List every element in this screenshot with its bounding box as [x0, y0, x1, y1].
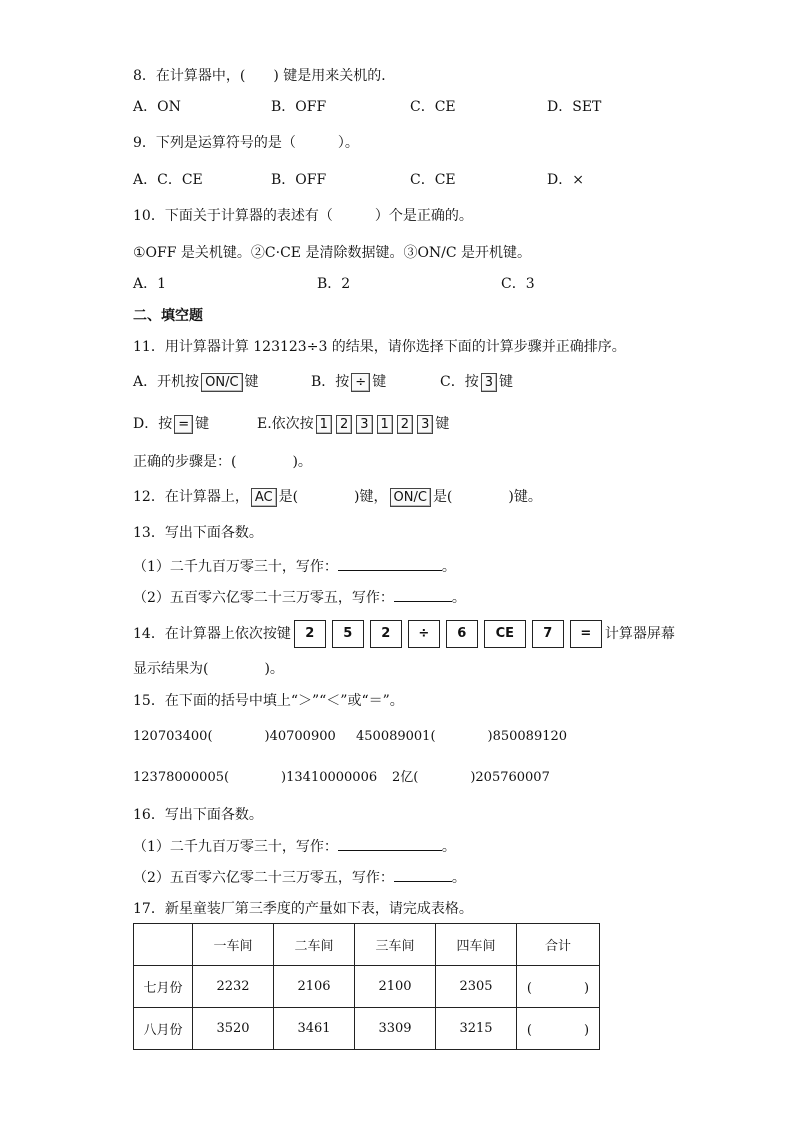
answer-blank[interactable]: [338, 836, 442, 851]
production-table: [133, 923, 600, 1050]
q16-part-1: [133, 836, 456, 857]
q11-step-b: [311, 372, 386, 392]
q13-p2-text: （2）五百零六亿零二十三万零五，写作：: [133, 590, 394, 606]
table-cell-total[interactable]: ( ): [517, 1008, 600, 1050]
digit-key: 2: [397, 415, 413, 434]
q16-p2-end: 。: [451, 870, 466, 886]
q10-stem: 10．下面关于计算器的表述有（ ）个是正确的。: [133, 208, 473, 224]
table-header: [134, 924, 193, 966]
on-c-key: ON/C: [390, 488, 431, 507]
q15-stem: 15．在下面的括号中填上“＞”“＜”或“＝”。: [133, 693, 404, 709]
q12-middle: 是( )键，: [278, 489, 388, 505]
key-7: 7: [532, 620, 564, 648]
table-cell: 3520: [193, 1008, 274, 1050]
key-5: 5: [332, 620, 364, 648]
table-cell: 3309: [355, 1008, 436, 1050]
q11-step-c: [440, 372, 513, 392]
q13-p2-end: 。: [451, 590, 466, 606]
table-header: 合计: [517, 924, 600, 966]
q9-option-c: C．CE: [410, 172, 456, 188]
equals-key: =: [570, 620, 602, 648]
q14-line2: 显示结果为( )。: [133, 661, 284, 677]
q9-option-b: B．OFF: [271, 172, 327, 188]
digit-key: 3: [417, 415, 433, 434]
table-cell: 八月份: [134, 1008, 193, 1050]
q11-answer: 正确的步骤是：( )。: [133, 454, 312, 470]
table-row: [134, 1008, 600, 1050]
q10-option-b: B．2: [317, 276, 351, 292]
q16-p1-end: 。: [441, 839, 456, 855]
q11-b-prefix: B．按: [311, 374, 350, 390]
table-cell: 3215: [436, 1008, 517, 1050]
key-6: 6: [446, 620, 478, 648]
q16-p1-text: （1）二千九百万零三十，写作：: [133, 839, 338, 855]
divide-key: ÷: [408, 620, 440, 648]
table-cell: 2100: [355, 966, 436, 1008]
divide-key: ÷: [351, 373, 370, 392]
q13-p1-end: 。: [441, 559, 456, 575]
q13-p1-text: （1）二千九百万零三十，写作：: [133, 559, 338, 575]
table-header: 二车间: [274, 924, 355, 966]
table-header-row: [134, 924, 600, 966]
q9-stem: 9．下列是运算符号的是（ ）。: [133, 135, 359, 151]
table-cell: 七月份: [134, 966, 193, 1008]
q16-p2-text: （2）五百零六亿零二十三万零五，写作：: [133, 870, 394, 886]
q15-compare-4: 2亿( )205760007: [392, 770, 550, 785]
q15-compare-1: 120703400( )40700900: [133, 729, 336, 744]
digit-key: 3: [356, 415, 372, 434]
q14: [133, 620, 675, 648]
q11-c-prefix: C．按: [440, 374, 479, 390]
q10-option-a: A．1: [133, 276, 167, 292]
q15-compare-3: 12378000005( )13410000006: [133, 770, 378, 785]
q11-e-suffix: 键: [435, 416, 450, 432]
table-header: 四车间: [436, 924, 517, 966]
q8-option-d: D．SET: [547, 99, 602, 115]
q8-option-c: C．CE: [410, 99, 456, 115]
q11-e-prefix: E.依次按: [257, 416, 314, 432]
table-cell: 2106: [274, 966, 355, 1008]
q14-suffix: 计算器屏幕: [604, 626, 675, 642]
q11-step-e: [257, 414, 449, 434]
digit-key: 1: [316, 415, 332, 434]
table-row: [134, 966, 600, 1008]
q16-stem: 16．写出下面各数。: [133, 807, 263, 823]
q10-option-c: C．3: [501, 276, 535, 292]
q9-option-a: A．C．CE: [133, 172, 203, 188]
digit-key: 1: [377, 415, 393, 434]
table-cell: 3461: [274, 1008, 355, 1050]
q11-c-suffix: 键: [499, 374, 513, 390]
equals-key: =: [174, 415, 193, 434]
q15-compare-2: 450089001( )850089120: [356, 729, 568, 744]
q10-statement: ①OFF 是关机键。②C·CE 是清除数据键。③ON/C 是开机键。: [133, 245, 532, 261]
section-title: 二、填空题: [133, 308, 203, 324]
q12: [133, 487, 542, 507]
key-2: 2: [294, 620, 326, 648]
key-2: 2: [370, 620, 402, 648]
q11-d-suffix: 键: [195, 416, 210, 432]
q11-d-prefix: D．按: [133, 416, 173, 432]
table-cell-total[interactable]: ( ): [517, 966, 600, 1008]
table-header: 三车间: [355, 924, 436, 966]
table-cell: 2232: [193, 966, 274, 1008]
q11-step-a: [133, 372, 259, 392]
q12-suffix: 是( )键。: [432, 489, 542, 505]
q13-part-1: [133, 556, 456, 577]
q11-stem: 11．用计算器计算 123123÷3 的结果，请你选择下面的计算步骤并正确排序。: [133, 339, 626, 355]
q11-b-suffix: 键: [372, 374, 387, 390]
answer-blank[interactable]: [338, 556, 442, 571]
q13-part-2: [133, 587, 466, 608]
q8-option-b: B．OFF: [271, 99, 327, 115]
three-key: 3: [481, 373, 497, 392]
q12-prefix: 12．在计算器上，: [133, 489, 249, 505]
q8-stem: 8．在计算器中，( ) 键是用来关机的．: [133, 68, 396, 84]
q11-step-d: [133, 414, 209, 434]
q16-part-2: [133, 867, 466, 888]
q17-stem: 17．新星童装厂第三季度的产量如下表，请完成表格。: [133, 901, 473, 917]
answer-blank[interactable]: [394, 867, 452, 882]
q11-a-prefix: A．开机按: [133, 374, 200, 390]
answer-blank[interactable]: [394, 587, 452, 602]
q14-prefix: 14．在计算器上依次按键: [133, 626, 291, 642]
digit-key: 2: [336, 415, 352, 434]
q9-option-d: D．×: [547, 172, 584, 188]
ce-key: CE: [484, 620, 526, 648]
q8-option-a: A．ON: [133, 99, 181, 115]
on-c-key: ON/C: [201, 373, 242, 392]
table-cell: 2305: [436, 966, 517, 1008]
table-header: 一车间: [193, 924, 274, 966]
q13-stem: 13．写出下面各数。: [133, 525, 263, 541]
ac-key: AC: [251, 488, 277, 507]
q11-a-suffix: 键: [244, 374, 259, 390]
